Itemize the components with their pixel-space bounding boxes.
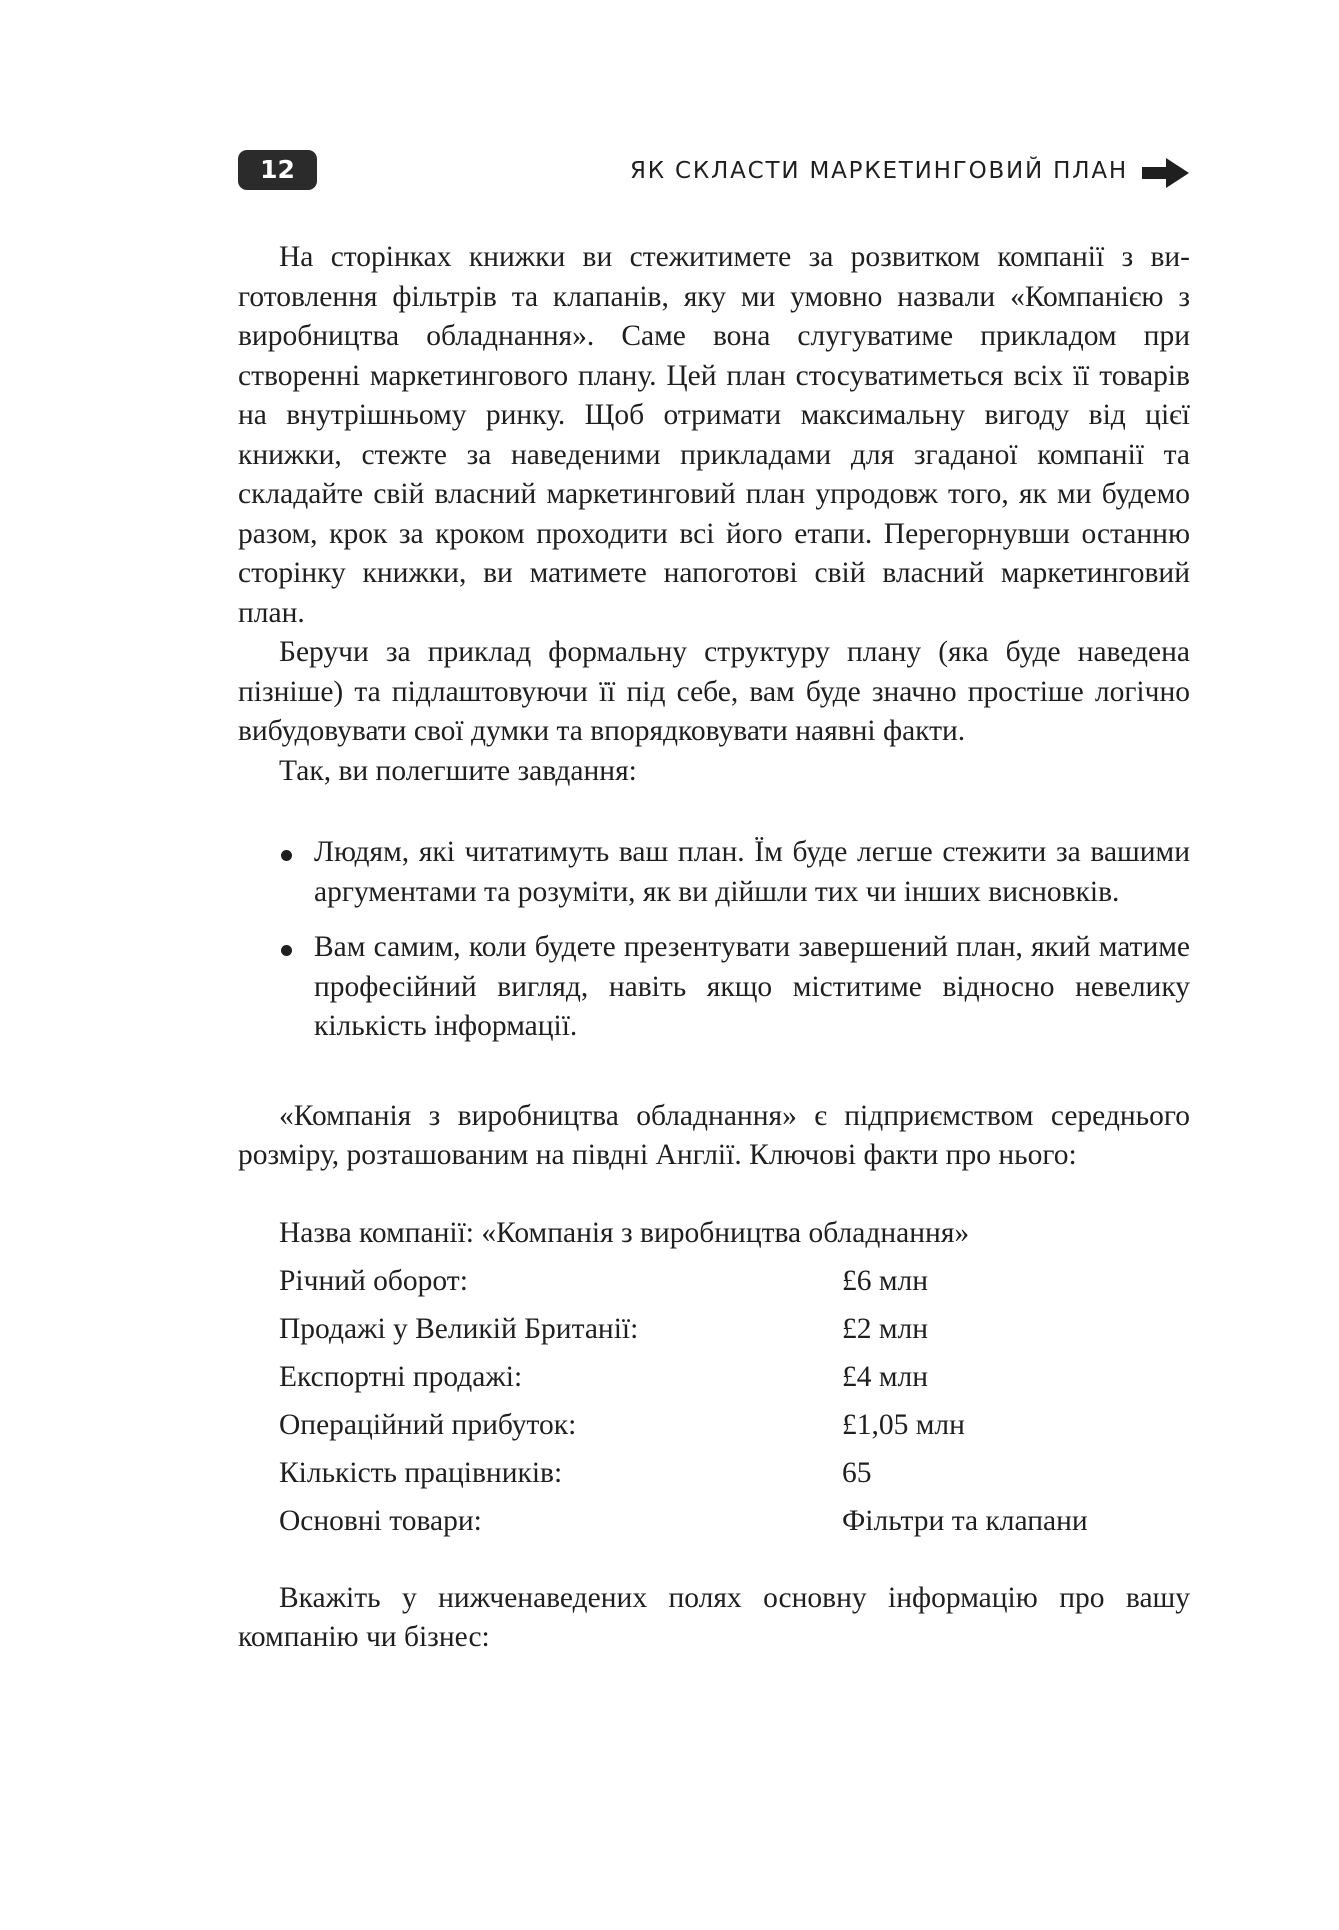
page-header	[238, 150, 1190, 192]
fact-value: £6 млн	[842, 1264, 929, 1297]
paragraph-structure: Беручи за приклад формальну структуру плану (яка буде наведена пізніше) та підлаштовуючи її під себе, вам буде значно простіше логічно вибудовувати свої думки та впорядковувати наявні факти.	[238, 636, 1190, 747]
paragraph-instruction: Вкажіть у нижченаведених полях основну інформацію про вашу компанію чи бізнес:	[238, 1581, 1190, 1653]
paragraph-intro: На сторінках книжки ви стежитимете за розвитком компанії з виготовлення фільтрів та клапанів, яку ми умовно назвали «Компанією з виробництва обладнання». Саме вона слугуватиме прикладом при створенні маркетингового плану. Цей план стосуватиметься всіх її товарів на внутрішньому ринку. Щоб отримати максимальну вигоду від цієї книжки, стежте за наведеними прикладами для згаданої компанії та складайте свій власний маркетинговий план упродовж того, як ми будемо разом, крок за кроком проходити всі його етапи. Перегорнувши останню сторінку книжки, ви матимете напоготові свій власний маркетинговий план.	[238, 241, 1190, 629]
list-item-text: Людям, які читатимуть ваш план. Їм буде легше стежити за вашими аргументами та розуміти, як ви дійшли тих чи інших висновків.	[314, 836, 1190, 908]
fact-label: Продажі у Великій Британії:	[279, 1312, 639, 1345]
bullet-icon	[281, 945, 292, 956]
fact-row	[279, 1497, 1190, 1545]
fact-row	[279, 1257, 1190, 1305]
fact-value: £4 млн	[842, 1360, 929, 1393]
list-item	[238, 928, 1190, 1047]
fact-value: £1,05 млн	[842, 1408, 965, 1441]
paragraph-lead-in: Так, ви полегшите завдання:	[279, 754, 637, 787]
page-number-badge: 12	[238, 150, 317, 190]
list-item	[238, 833, 1190, 912]
benefits-list	[238, 833, 1190, 1047]
running-title: ЯК СКЛАСТИ МАРКЕТИНГОВИЙ ПЛАН	[630, 158, 1128, 184]
spacer	[238, 1063, 1190, 1097]
fact-label: Річний оборот:	[279, 1264, 468, 1297]
spacer	[238, 1176, 1190, 1210]
fact-row	[279, 1305, 1190, 1353]
fact-label: Основні товари:	[279, 1504, 482, 1537]
fact-label: Кількість працівників:	[279, 1456, 563, 1489]
spacer	[238, 1545, 1190, 1579]
arrow-right-icon	[1142, 157, 1190, 189]
fact-value: Фільтри та клапани	[842, 1504, 1088, 1537]
fact-label: Експортні продажі:	[279, 1360, 523, 1393]
fact-value: £2 млн	[842, 1312, 929, 1345]
fact-row	[279, 1449, 1190, 1497]
list-item-text: Вам самим, коли будете презентувати завершений план, який матиме професійний вигляд, навіть якщо міститиме відносно невелику кількість інформації.	[314, 931, 1190, 1042]
paragraph-company: «Компанія з виробництва обладнання» є підприємством середнього розміру, розташованим на півдні Англії. Ключові факти про нього:	[238, 1099, 1190, 1171]
fact-label: Операційний прибуток:	[279, 1408, 577, 1441]
fact-row	[279, 1401, 1190, 1449]
bullet-icon	[281, 850, 292, 861]
fact-row	[279, 1353, 1190, 1401]
company-name-line: Назва компанії: «Компанія з виробництва обладнання»	[279, 1216, 970, 1249]
page-content	[238, 238, 1190, 1658]
fact-value: 65	[842, 1456, 872, 1489]
company-facts	[238, 1210, 1190, 1545]
